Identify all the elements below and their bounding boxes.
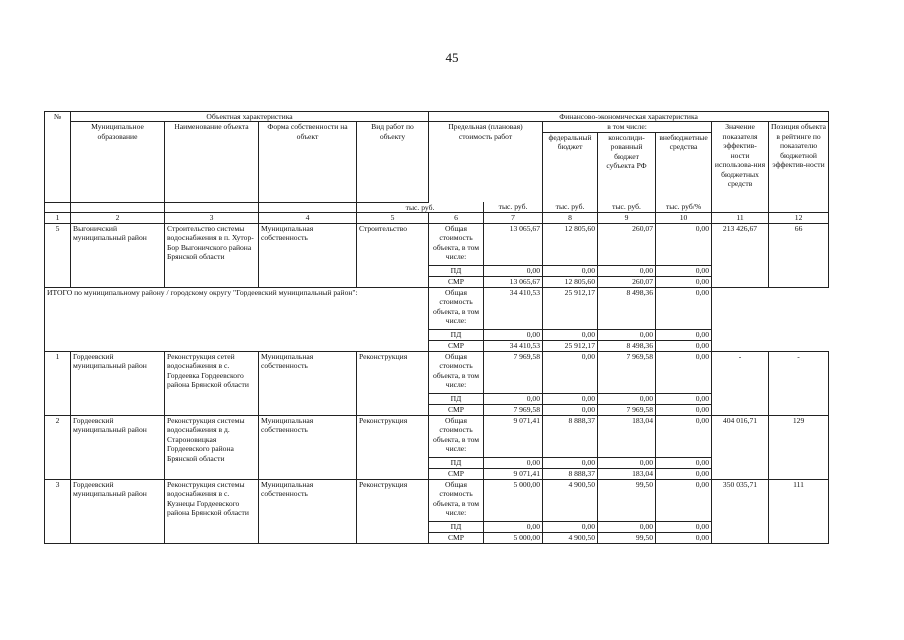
value-cell: 0,00 [656, 393, 712, 404]
smr-label: СМР [429, 468, 484, 479]
pd-label: ПД [429, 393, 484, 404]
object-name-header: Наименование объекта [165, 122, 259, 202]
total-cost-label: Общая стоимость объекта, в том числе: [429, 287, 484, 329]
column-number-row [45, 213, 829, 223]
value-cell: 7 969,58 [484, 404, 543, 415]
value-cell: 0,00 [656, 351, 712, 393]
value-cell: 260,07 [598, 276, 656, 287]
total-cost-label: Общая стоимость объекта, в том числе: [429, 351, 484, 393]
value-cell: 0,00 [484, 457, 543, 468]
object-name-cell: Реконструкция сетей водоснабжения в с. Гордеевка Гордеевского района Брянской области [165, 351, 259, 415]
smr-label: СМР [429, 532, 484, 543]
value-cell: 0,00 [656, 468, 712, 479]
column-number-cell: 12 [769, 213, 829, 223]
value-cell: 99,50 [598, 532, 656, 543]
value-cell: 0,00 [484, 393, 543, 404]
indicator-value-cell: - [712, 351, 769, 415]
blank-cell [712, 287, 829, 351]
object-name-cell: Реконструкция системы водоснабжения в д. Староновицкая Гордеевского района Брянской области [165, 415, 259, 479]
rating-position-cell: 66 [769, 223, 829, 287]
value-cell: 7 969,58 [598, 404, 656, 415]
page-number: 45 [445, 50, 459, 65]
blank-cell [259, 202, 357, 212]
value-cell: 8 498,36 [598, 287, 656, 329]
value-cell: 0,00 [543, 351, 598, 393]
value-cell: 0,00 [543, 521, 598, 532]
value-cell: 0,00 [598, 393, 656, 404]
value-cell: 0,00 [484, 521, 543, 532]
max-cost-header: Предельная (плановая) стоимость работ [429, 122, 543, 202]
column-number-cell: 5 [357, 213, 429, 223]
value-cell: 0,00 [656, 287, 712, 329]
indicator-value-cell: 213 426,67 [712, 223, 769, 287]
blank-cell [45, 202, 71, 212]
column-number-cell: 6 [429, 213, 484, 223]
value-cell: 0,00 [598, 521, 656, 532]
value-cell: 0,00 [598, 329, 656, 340]
work-type-cell: Строительство [357, 223, 429, 287]
value-cell: 7 969,58 [484, 351, 543, 393]
value-cell: 0,00 [656, 223, 712, 265]
value-cell: 0,00 [656, 521, 712, 532]
row-number: 3 [45, 479, 71, 543]
row-number: 1 [45, 351, 71, 415]
object-row [45, 415, 829, 457]
itogo-row [45, 287, 829, 329]
units-row [45, 202, 829, 212]
value-cell: 13 065,67 [484, 276, 543, 287]
column-number-cell: 3 [165, 213, 259, 223]
work-type-cell: Реконструкция [357, 479, 429, 543]
indicator-value-cell: 404 016,71 [712, 415, 769, 479]
value-cell: 99,50 [598, 479, 656, 521]
value-cell: 5 000,00 [484, 479, 543, 521]
value-cell: 183,04 [598, 468, 656, 479]
municipality-header: Муниципальное образование [71, 122, 165, 202]
object-row [45, 223, 829, 265]
object-row [45, 479, 829, 521]
column-number-cell: 1 [45, 213, 71, 223]
value-cell: 0,00 [656, 415, 712, 457]
value-cell: 34 410,53 [484, 287, 543, 329]
value-cell: 7 969,58 [598, 351, 656, 393]
ownership-header: Форма собственности на объект [259, 122, 357, 202]
blank-cell [712, 202, 769, 212]
row-number: 2 [45, 415, 71, 479]
value-cell: 0,00 [543, 329, 598, 340]
value-cell: 8 498,36 [598, 340, 656, 351]
indicator-value-cell: 350 035,71 [712, 479, 769, 543]
object-row [45, 351, 829, 393]
unit-cell: тыс. руб/% [656, 202, 712, 212]
indicator-value-header: Значение показателя эффектив-ности использова-ния бюджетных средств [712, 122, 769, 202]
total-cost-label: Общая стоимость объекта, в том числе: [429, 415, 484, 457]
financial-characteristic-header: Финансово-экономическая характеристика [429, 112, 829, 122]
pd-label: ПД [429, 265, 484, 276]
object-name-cell: Реконструкция системы водоснабжения в с. Кузнецы Гордеевского района Брянской области [165, 479, 259, 543]
value-cell: 183,04 [598, 415, 656, 457]
value-cell: 0,00 [656, 329, 712, 340]
blank-cell [71, 202, 165, 212]
smr-label: СМР [429, 404, 484, 415]
value-cell: 9 071,41 [484, 468, 543, 479]
total-cost-label: Общая стоимость объекта, в том числе: [429, 223, 484, 265]
value-cell: 25 912,17 [543, 287, 598, 329]
column-number-cell: 7 [484, 213, 543, 223]
blank-cell [165, 202, 259, 212]
smr-label: СМР [429, 276, 484, 287]
row-number: 5 [45, 223, 71, 287]
object-characteristic-header: Объектная характеристика [71, 112, 429, 122]
value-cell: 0,00 [656, 265, 712, 276]
ownership-cell: Муниципальная собственность [259, 479, 357, 543]
rating-position-cell: 111 [769, 479, 829, 543]
total-cost-label: Общая стоимость объекта, в том числе: [429, 479, 484, 521]
value-cell: 260,07 [598, 223, 656, 265]
value-cell: 0,00 [543, 393, 598, 404]
federal-header: федеральный бюджет [543, 132, 598, 202]
smr-label: СМР [429, 340, 484, 351]
pd-label: ПД [429, 521, 484, 532]
value-cell: 9 071,41 [484, 415, 543, 457]
value-cell: 0,00 [543, 404, 598, 415]
column-number-cell: 2 [71, 213, 165, 223]
itogo-label: ИТОГО по муниципальному району / городскому округу "Гордеевский муниципальный район": [45, 287, 429, 351]
object-table [44, 111, 829, 544]
value-cell: 0,00 [656, 276, 712, 287]
value-cell: 0,00 [656, 404, 712, 415]
value-cell: 0,00 [484, 265, 543, 276]
work-type-cell: Реконструкция [357, 415, 429, 479]
column-number-cell: 9 [598, 213, 656, 223]
value-cell: 34 410,53 [484, 340, 543, 351]
object-name-cell: Строительство системы водоснабжения в п. Хутор-Бор Выгоничского района Брянской области [165, 223, 259, 287]
header-group-row [45, 112, 829, 122]
value-cell: 0,00 [598, 265, 656, 276]
consolidated-header: консолиди-рованный бюджет субъекта РФ [598, 132, 656, 202]
extrabudget-header: внебюджетные средства [656, 132, 712, 202]
unit-cell: тыс. руб. [357, 202, 484, 212]
col-no-header: № [45, 112, 71, 203]
value-cell: 8 888,37 [543, 468, 598, 479]
unit-cell: тыс. руб. [598, 202, 656, 212]
column-number-cell: 8 [543, 213, 598, 223]
value-cell: 12 805,60 [543, 276, 598, 287]
value-cell: 0,00 [598, 457, 656, 468]
column-number-cell: 4 [259, 213, 357, 223]
incl-header: в том числе: [543, 122, 712, 132]
unit-cell: тыс. руб. [543, 202, 598, 212]
municipality-cell: Гордеевский муниципальный район [71, 479, 165, 543]
work-type-header: Вид работ по объекту [357, 122, 429, 202]
value-cell: 25 912,17 [543, 340, 598, 351]
ownership-cell: Муниципальная собственность [259, 223, 357, 287]
value-cell: 0,00 [656, 340, 712, 351]
value-cell: 4 900,50 [543, 532, 598, 543]
value-cell: 0,00 [656, 479, 712, 521]
municipality-cell: Выгоничский муниципальный район [71, 223, 165, 287]
column-number-cell: 10 [656, 213, 712, 223]
value-cell: 13 065,67 [484, 223, 543, 265]
municipality-cell: Гордеевский муниципальный район [71, 415, 165, 479]
ownership-cell: Муниципальная собственность [259, 351, 357, 415]
value-cell: 0,00 [656, 532, 712, 543]
value-cell: 12 805,60 [543, 223, 598, 265]
municipality-cell: Гордеевский муниципальный район [71, 351, 165, 415]
pd-label: ПД [429, 329, 484, 340]
column-number-cell: 11 [712, 213, 769, 223]
value-cell: 8 888,37 [543, 415, 598, 457]
value-cell: 5 000,00 [484, 532, 543, 543]
header-columns-row [45, 122, 829, 132]
rating-position-cell: 129 [769, 415, 829, 479]
value-cell: 0,00 [543, 457, 598, 468]
value-cell: 0,00 [484, 329, 543, 340]
work-type-cell: Реконструкция [357, 351, 429, 415]
unit-cell: тыс. руб. [484, 202, 543, 212]
ownership-cell: Муниципальная собственность [259, 415, 357, 479]
value-cell: 4 900,50 [543, 479, 598, 521]
pd-label: ПД [429, 457, 484, 468]
value-cell: 0,00 [656, 457, 712, 468]
value-cell: 0,00 [543, 265, 598, 276]
rating-position-cell: - [769, 351, 829, 415]
rating-position-header: Позиция объекта в рейтинге по показателю бюджетной эффектив-ности [769, 122, 829, 213]
